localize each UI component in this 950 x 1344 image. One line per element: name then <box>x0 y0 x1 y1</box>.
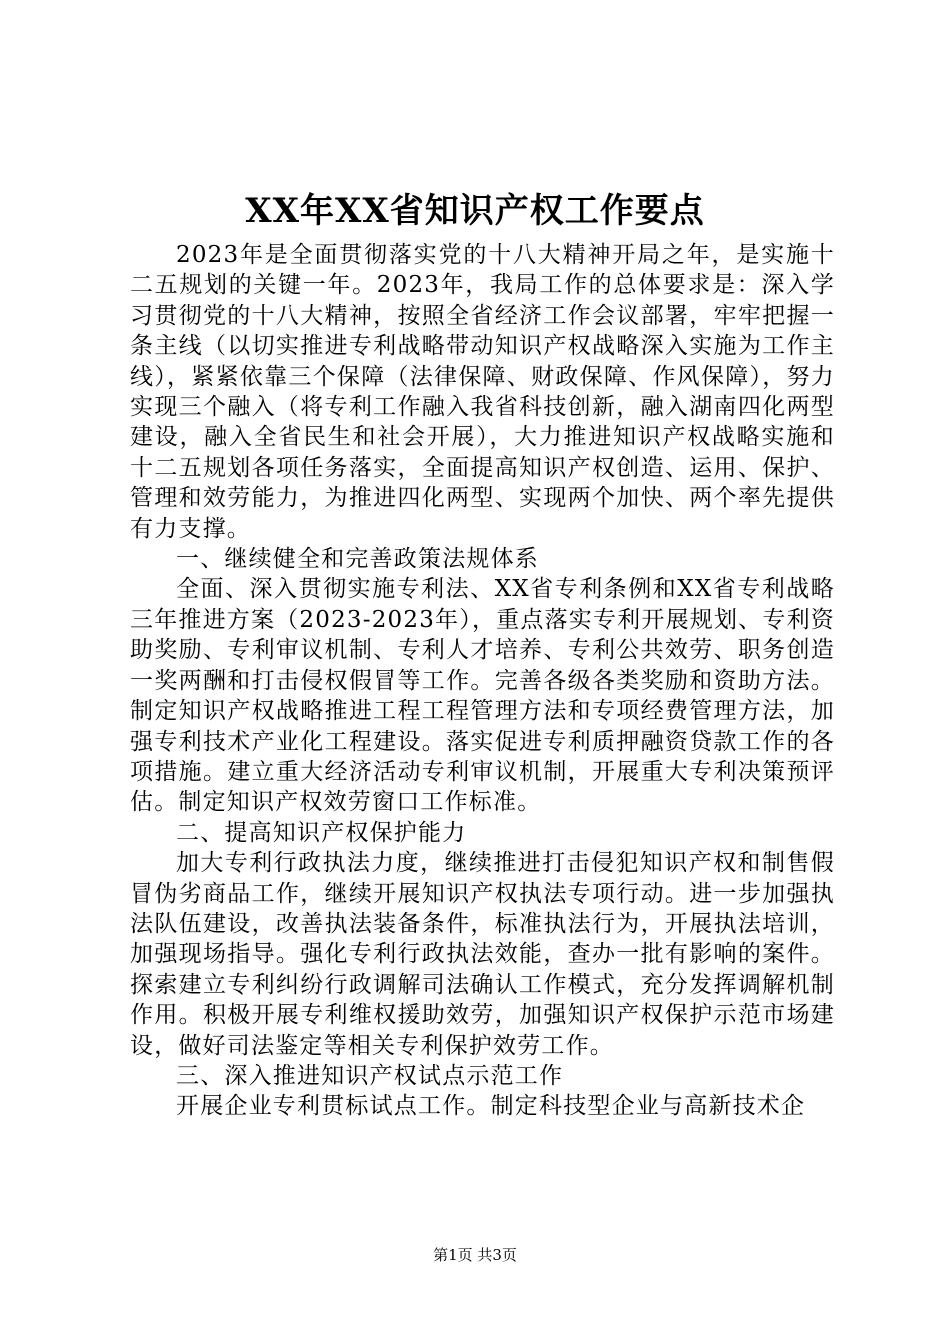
intro-paragraph: 2023年是全面贯彻落实党的十八大精神开局之年，是实施十二五规划的关键一年。2023年，我局工作的总体要求是：深入学习贯彻党的十八大精神，按照全省经济工作会议部署，牢牢把握一条主线（以切实推进专利战略带动知识产权战略深入实施为工作主线），紧紧依靠三个保障（法律保障、财政保障、作风保障），努力实现三个融入（将专利工作融入我省科技创新，融入湖南四化两型建设，融入全省民生和社会开展），大力推进知识产权战略实施和十二五规划各项任务落实，全面提高知识产权创造、运用、保护、管理和效劳能力，为推进四化两型、实现两个加快、两个率先提供有力支撑。 <box>130 242 835 542</box>
section-heading-1: 一、继续健全和完善政策法规体系 <box>176 546 539 573</box>
section-paragraph-3: 开展企业专利贯标试点工作。制定科技型企业与高新技术企 <box>176 1093 806 1120</box>
section-heading-3: 三、深入推进知识产权试点示范工作 <box>176 1062 564 1089</box>
section-heading-2: 二、提高知识产权保护能力 <box>176 819 467 846</box>
page-footer: 第1页 共3页 <box>433 1246 517 1264</box>
document-title: XX年XX省知识产权工作要点 <box>245 191 705 231</box>
document-body <box>130 240 835 1122</box>
section-paragraph-1: 全面、深入贯彻实施专利法、XX省专利条例和XX省专利战略三年推进方案（2023-2023年），重点落实专利开展规划、专利资助奖励、专利审议机制、专利人才培养、专利公共效劳、职务创造一奖两酬和打击侵权假冒等工作。完善各级各类奖励和资助方法。制定知识产权战略推进工程工程管理方法和专项经费管理方法，加强专利技术产业化工程建设。落实促进专利质押融资贷款工作的各项措施。建立重大经济活动专利审议机制，开展重大专利决策预评估。制定知识产权效劳窗口工作标准。 <box>130 576 835 816</box>
section-paragraph-2: 加大专利行政执法力度，继续推进打击侵犯知识产权和制售假冒伪劣商品工作，继续开展知识产权执法专项行动。进一步加强执法队伍建设，改善执法装备条件，标准执法行为，开展执法培训，加强现场指导。强化专利行政执法效能，查办一批有影响的案件。探索建立专利纠纷行政调解司法确认工作模式，充分发挥调解机制作用。积极开展专利维权援助效劳，加强知识产权保护示范市场建设，做好司法鉴定等相关专利保护效劳工作。 <box>130 850 835 1059</box>
